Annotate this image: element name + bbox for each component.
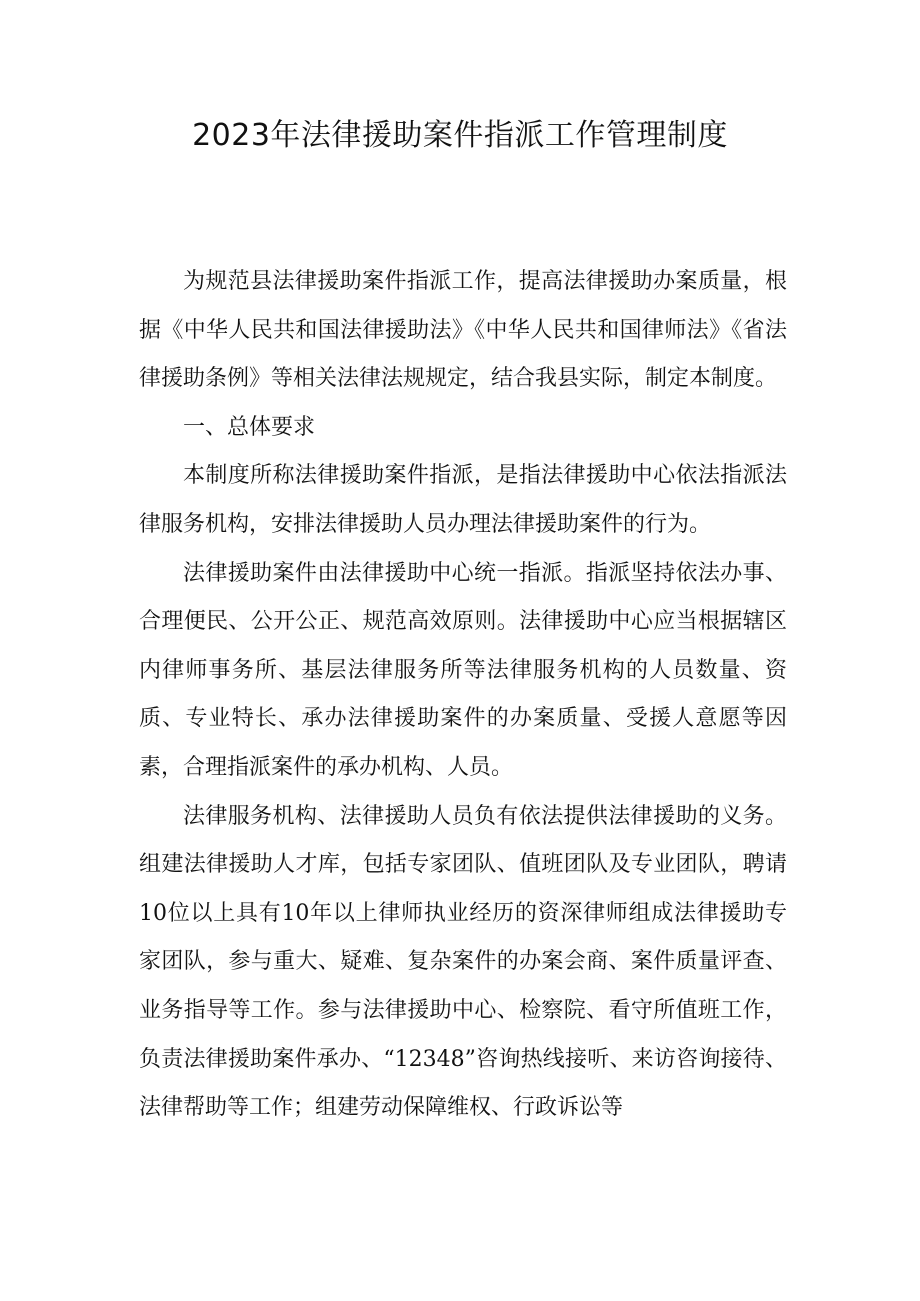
section-heading-general-requirements: 一、总体要求 bbox=[183, 414, 316, 440]
paragraph-definition: 本制度所称法律援助案件指派，是指法律援助中心依法指派法律服务机构，安排法律援助人员办理法律援助案件的行为。 bbox=[139, 463, 787, 537]
paragraph-intro: 为规范县法律援助案件指派工作，提高法律援助办案质量，根据《中华人民共和国法律援助法》《中华人民共和国律师法》《省法律援助条例》等相关法律法规规定，结合我县实际，制定本制度。 bbox=[139, 269, 787, 392]
document-body bbox=[139, 258, 787, 1133]
paragraph-obligations: 法律服务机构、法律援助人员负有依法提供法律援助的义务。组建法律援助人才库，包括专家团队、值班团队及专业团队，聘请10位以上具有10年以上律师执业经历的资深律师组成法律援助专家团队，参与重大、疑难、复杂案件的办案会商、案件质量评查、业务指导等工作。参与法律援助中心、检察院、看守所值班工作，负责法律援助案件承办、“12348”咨询热线接听、来访咨询接待、法律帮助等工作；组建劳动保障维权、行政诉讼等 bbox=[139, 803, 787, 1121]
paragraph-assignment-principles: 法律援助案件由法律援助中心统一指派。指派坚持依法办事、合理便民、公开公正、规范高效原则。法律援助中心应当根据辖区内律师事务所、基层法律服务所等法律服务机构的人员数量、资质、专业特长、承办法律援助案件的办案质量、受援人意愿等因素，合理指派案件的承办机构、人员。 bbox=[139, 560, 787, 780]
document-title: 2023年法律援助案件指派工作管理制度 bbox=[192, 118, 728, 153]
